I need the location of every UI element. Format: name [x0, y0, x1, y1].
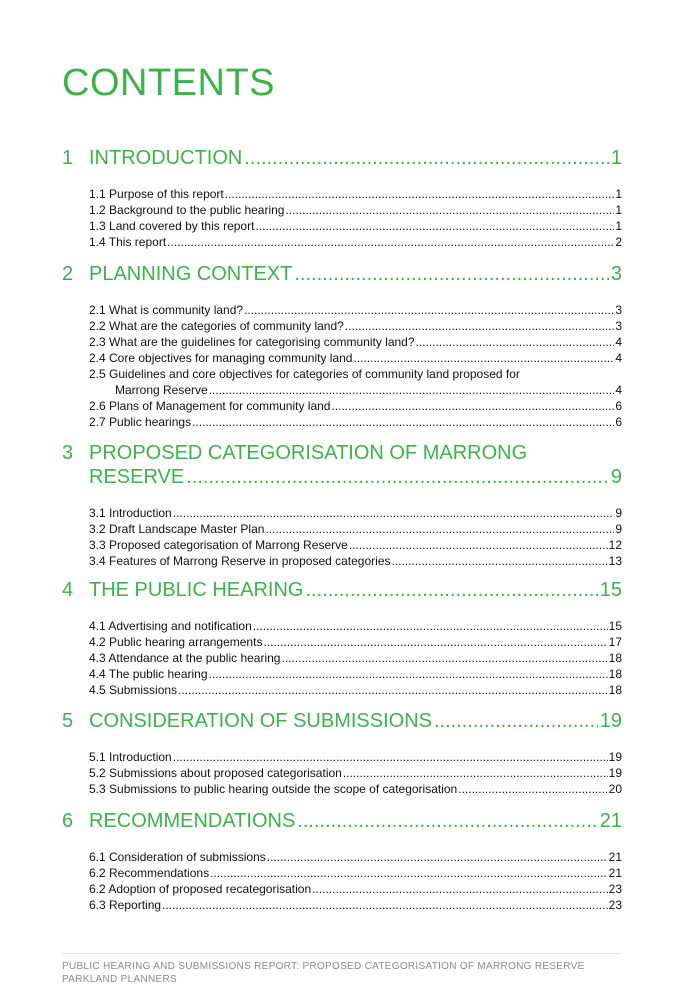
toc-entry[interactable]: [89, 537, 622, 553]
toc-entry[interactable]: [89, 765, 622, 781]
section-title: CONSIDERATION OF SUBMISSIONS: [89, 710, 432, 732]
toc-entry[interactable]: [89, 366, 622, 398]
toc-subsection-list: [89, 749, 622, 797]
entry-page: 18: [608, 667, 622, 681]
leader-dots: [294, 265, 609, 283]
entry-label: 2.4 Core objectives for managing community land: [89, 351, 353, 365]
leader-dots: [263, 636, 607, 648]
section-page: 19: [599, 710, 622, 732]
section-title: PROPOSED CATEGORISATION OF MARRONG: [89, 442, 528, 464]
toc-section[interactable]: [62, 578, 622, 697]
entry-label: 3.4 Features of Marrong Reserve in proposed categories: [89, 554, 391, 568]
entry-page: 6: [615, 399, 622, 413]
entry-page: 1: [615, 203, 622, 217]
toc-section[interactable]: [62, 809, 622, 912]
leader-dots: [167, 236, 614, 248]
entry-page: 18: [608, 683, 622, 697]
section-page: 21: [599, 810, 622, 832]
leader-dots: [173, 751, 608, 763]
leader-dots: [458, 783, 607, 795]
entry-label: 1.4 This report: [89, 235, 167, 249]
toc-entry[interactable]: [89, 302, 622, 318]
entry-label: 3.1 Introduction: [89, 506, 172, 520]
leader-dots: [297, 812, 597, 830]
leader-dots: [392, 555, 608, 567]
toc-section-heading[interactable]: [62, 262, 622, 286]
toc-entry[interactable]: [89, 781, 622, 797]
toc-section-heading[interactable]: [62, 146, 622, 170]
leader-dots: [343, 767, 608, 779]
entry-label: 4.4 The public hearing: [89, 667, 208, 681]
entry-page: 2: [615, 235, 622, 249]
entry-label: 4.1 Advertising and notification: [89, 619, 252, 633]
toc-entry[interactable]: [89, 186, 622, 202]
entry-label: 3.3 Proposed categorisation of Marrong Reserve: [89, 538, 348, 552]
leader-dots: [244, 304, 614, 316]
toc-subsection-list: [89, 302, 622, 430]
toc-entry[interactable]: [89, 234, 622, 250]
toc-entry[interactable]: [89, 634, 622, 650]
entry-label: 4.3 Attendance at the public hearing: [89, 651, 281, 665]
section-page: 15: [599, 579, 622, 601]
leader-dots: [349, 539, 608, 551]
toc-entry[interactable]: [89, 682, 622, 698]
toc-entry[interactable]: [89, 414, 622, 430]
entry-label: 5.1 Introduction: [89, 750, 172, 764]
toc-entry[interactable]: [89, 897, 622, 913]
section-title: RECOMMENDATIONS: [89, 810, 296, 832]
entry-label: 2.3 What are the guidelines for categorising community land?: [89, 335, 415, 349]
entry-page: 13: [608, 554, 622, 568]
section-page: 3: [610, 263, 622, 285]
toc-entry[interactable]: [89, 350, 622, 366]
leader-dots: [178, 684, 608, 696]
entry-label: 2.2 What are the categories of community land?: [89, 319, 344, 333]
toc-entry[interactable]: [89, 553, 622, 569]
toc-entry[interactable]: [89, 666, 622, 682]
entry-page: 23: [608, 882, 622, 896]
toc-entry[interactable]: [89, 318, 622, 334]
leader-dots: [244, 149, 609, 167]
entry-page: 15: [608, 619, 622, 633]
leader-dots: [305, 581, 597, 599]
entry-label: 4.2 Public hearing arrangements: [89, 635, 263, 649]
toc-subsection-list: [89, 849, 622, 913]
toc-subsection-list: [89, 186, 622, 250]
toc-section-heading-continued[interactable]: [62, 465, 622, 489]
section-number: 2: [62, 263, 74, 285]
section-number: 3: [62, 442, 74, 464]
toc-entry[interactable]: [89, 749, 622, 765]
entry-label: 6.2 Recommendations: [89, 866, 210, 880]
entry-page: 19: [608, 766, 622, 780]
leader-dots: [312, 883, 607, 895]
entry-label: 6.1 Consideration of submissions: [89, 850, 266, 864]
leader-dots: [434, 712, 598, 730]
toc-section-heading[interactable]: [62, 709, 622, 733]
section-number: 5: [62, 710, 74, 732]
entry-page: 21: [608, 850, 622, 864]
entry-label: 6.2 Adoption of proposed recategorisation: [89, 882, 312, 896]
leader-dots: [192, 416, 614, 428]
toc-section[interactable]: [62, 441, 622, 568]
toc-entry[interactable]: [89, 865, 622, 881]
section-page: 1: [610, 147, 622, 169]
section-title: INTRODUCTION: [89, 147, 243, 169]
toc-entry[interactable]: [89, 521, 622, 537]
entry-page: 9: [615, 522, 622, 536]
entry-page: 18: [608, 651, 622, 665]
page-title: CONTENTS: [62, 62, 275, 104]
toc-entry[interactable]: [89, 398, 622, 414]
leader-dots: [345, 320, 615, 332]
entry-page: 4: [615, 383, 622, 397]
section-title: THE PUBLIC HEARING: [89, 579, 304, 601]
leader-dots: [225, 188, 615, 200]
entry-label: 1.1 Purpose of this report: [89, 187, 224, 201]
toc-subsection-list: [89, 505, 622, 569]
entry-label: 2.5 Guidelines and core objectives for categories of community land proposed for: [89, 367, 520, 381]
leader-dots: [253, 620, 608, 632]
entry-page: 4: [615, 335, 622, 349]
leader-dots: [267, 851, 608, 863]
section-number: 4: [62, 579, 74, 601]
entry-label: 2.7 Public hearings: [89, 415, 192, 429]
leader-dots: [285, 204, 614, 216]
toc-entry[interactable]: [89, 881, 622, 897]
entry-page: 21: [608, 866, 622, 880]
section-page: 9: [610, 466, 622, 488]
toc-section-heading[interactable]: [62, 441, 622, 465]
entry-page: 1: [615, 219, 622, 233]
leader-dots: [162, 899, 608, 911]
entry-page: 12: [608, 538, 622, 552]
leader-dots: [173, 507, 615, 519]
footer-divider: [62, 953, 622, 954]
leader-dots: [255, 220, 614, 232]
leader-dots: [210, 867, 608, 879]
toc-section[interactable]: [62, 146, 622, 249]
leader-dots: [209, 384, 615, 396]
leader-dots: [209, 668, 608, 680]
footer-report-title: PUBLIC HEARING AND SUBMISSIONS REPORT: PROPOSED CATEGORISATION OF MARRONG RESERVE: [62, 961, 585, 972]
entry-label: 1.3 Land covered by this report: [89, 219, 255, 233]
entry-page: 19: [608, 750, 622, 764]
toc-entry[interactable]: [89, 505, 622, 521]
entry-label: 5.3 Submissions to public hearing outside the scope of categorisation: [89, 782, 458, 796]
entry-label-continued: Marrong Reserve: [115, 383, 208, 397]
entry-page: 23: [608, 898, 622, 912]
toc-entry[interactable]: [89, 218, 622, 234]
toc-entry[interactable]: [89, 618, 622, 634]
entry-label: 2.6 Plans of Management for community land: [89, 399, 331, 413]
entry-label: 3.2 Draft Landscape Master Plan: [89, 522, 265, 536]
section-title-continued: RESERVE: [89, 466, 185, 488]
leader-dots: [265, 523, 614, 535]
toc-entry[interactable]: [89, 202, 622, 218]
section-number: 6: [62, 810, 74, 832]
entry-page: 1: [615, 187, 622, 201]
leader-dots: [353, 352, 614, 364]
toc-section-heading[interactable]: [62, 578, 622, 602]
entry-label: 6.3 Reporting: [89, 898, 162, 912]
page-footer: [62, 960, 585, 986]
leader-dots: [331, 400, 614, 412]
entry-label: 1.2 Background to the public hearing: [89, 203, 285, 217]
section-number: 1: [62, 147, 74, 169]
entry-page: 17: [608, 635, 622, 649]
entry-label: 2.1 What is community land?: [89, 303, 244, 317]
toc-entry[interactable]: [89, 849, 622, 865]
toc-section-heading[interactable]: [62, 809, 622, 833]
leader-dots: [416, 336, 615, 348]
toc-section[interactable]: [62, 262, 622, 429]
entry-page: 3: [615, 319, 622, 333]
toc-section[interactable]: [62, 709, 622, 796]
section-title: PLANNING CONTEXT: [89, 263, 293, 285]
toc-entry[interactable]: [89, 650, 622, 666]
leader-dots: [281, 652, 607, 664]
entry-label: 4.5 Submissions: [89, 683, 178, 697]
entry-page: 6: [615, 415, 622, 429]
entry-page: 9: [615, 506, 622, 520]
entry-page: 20: [608, 782, 622, 796]
entry-label: 5.2 Submissions about proposed categorisation: [89, 766, 342, 780]
footer-author: PARKLAND PLANNERS: [62, 974, 177, 985]
leader-dots: [186, 468, 609, 486]
entry-page: 4: [615, 351, 622, 365]
entry-page: 3: [615, 303, 622, 317]
toc-subsection-list: [89, 618, 622, 698]
toc-entry[interactable]: [89, 334, 622, 350]
